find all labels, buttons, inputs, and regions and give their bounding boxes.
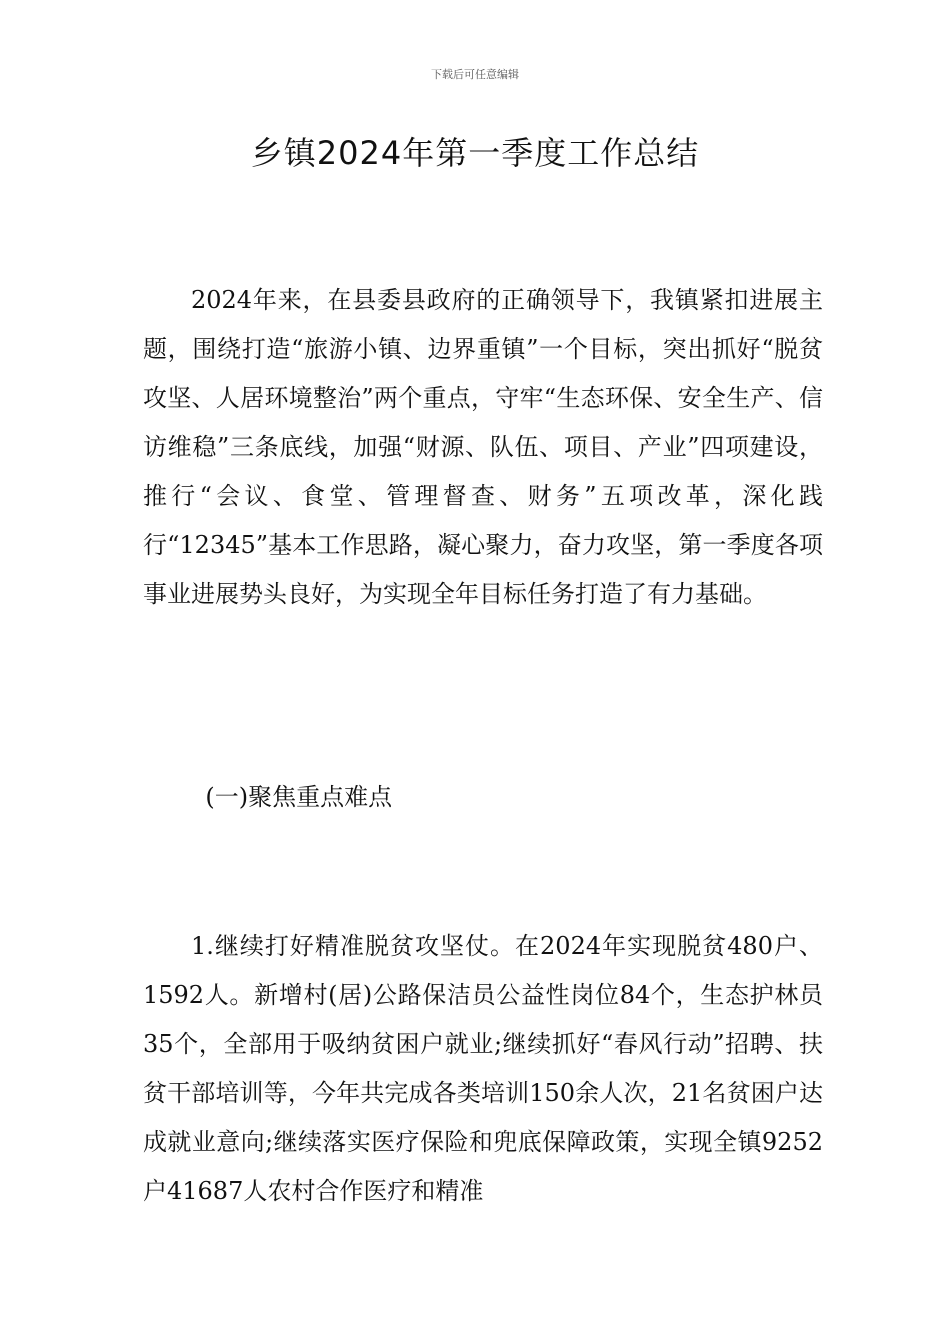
header-note: 下载后可任意编辑: [431, 68, 519, 81]
section-heading: (一)聚焦重点难点: [205, 783, 393, 811]
document-title: 乡镇2024年第一季度工作总结: [250, 134, 700, 172]
paragraph-poverty-alleviation: 1.继续打好精准脱贫攻坚仗。在2024年实现脱贫480户、1592人。新增村(居)公路保洁员公益性岗位84个，生态护林员35个，全部用于吸纳贫困户就业;继续抓好“春风行动”招聘、扶贫干部培训等，今年共完成各类培训150余人次，21名贫困户达成就业意向;继续落实医疗保险和兜底保障政策，实现全镇9252户41687人农村合作医疗和精准: [143, 932, 823, 1205]
intro-paragraph: 2024年来，在县委县政府的正确领导下，我镇紧扣进展主题，围绕打造“旅游小镇、边界重镇”一个目标，突出抓好“脱贫攻坚、人居环境整治”两个重点，守牢“生态环保、安全生产、信访维稳”三条底线，加强“财源、队伍、项目、产业”四项建设，推行“会议、食堂、管理督查、财务”五项改革，深化践行“12345”基本工作思路，凝心聚力，奋力攻坚，第一季度各项事业进展势头良好，为实现全年目标任务打造了有力基础。: [143, 286, 823, 608]
